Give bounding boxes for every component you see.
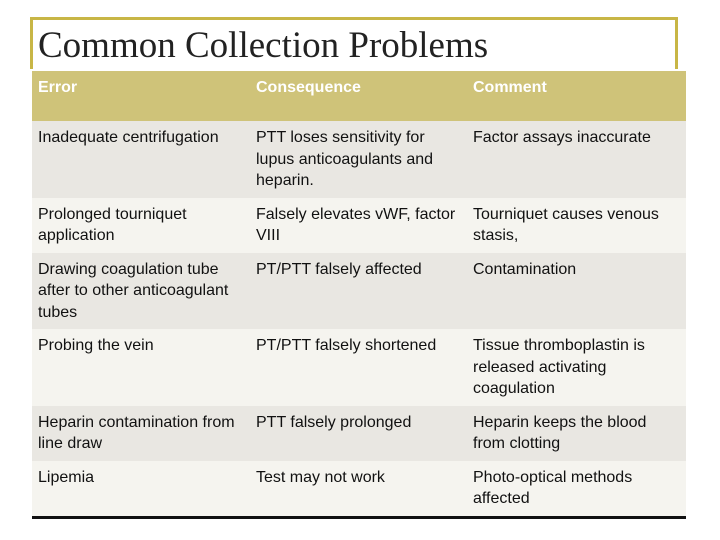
title-frame-left-rule <box>30 17 33 69</box>
table-row <box>32 406 686 461</box>
title-frame-top-rule <box>30 17 678 20</box>
table-row <box>32 121 686 198</box>
cell-consequence: Falsely elevates vWF, factor VIII <box>250 198 467 253</box>
cell-consequence: PT/PTT falsely affected <box>250 253 467 330</box>
cell-consequence: Test may not work <box>250 461 467 518</box>
header-error: Error <box>32 71 250 121</box>
cell-error: Probing the vein <box>32 329 250 406</box>
cell-comment: Photo-optical methods affected <box>467 461 686 518</box>
cell-comment: Factor assays inaccurate <box>467 121 686 198</box>
table-row <box>32 329 686 406</box>
header-comment: Comment <box>467 71 686 121</box>
cell-error: Lipemia <box>32 461 250 518</box>
problems-table <box>32 71 686 519</box>
title-frame-right-rule <box>675 17 678 69</box>
table-row <box>32 461 686 518</box>
cell-error: Heparin contamination from line draw <box>32 406 250 461</box>
cell-error: Prolonged tourniquet application <box>32 198 250 253</box>
table-header-row <box>32 71 686 121</box>
cell-consequence: PTT loses sensitivity for lupus anticoagulants and heparin. <box>250 121 467 198</box>
cell-comment: Tourniquet causes venous stasis, <box>467 198 686 253</box>
slide-title: Common Collection Problems <box>38 25 489 66</box>
table-row <box>32 198 686 253</box>
header-consequence: Consequence <box>250 71 467 121</box>
cell-error: Drawing coagulation tube after to other anticoagulant tubes <box>32 253 250 330</box>
cell-comment: Contamination <box>467 253 686 330</box>
table-row <box>32 253 686 330</box>
cell-consequence: PTT falsely prolonged <box>250 406 467 461</box>
cell-error: Inadequate centrifugation <box>32 121 250 198</box>
cell-comment: Heparin keeps the blood from clotting <box>467 406 686 461</box>
cell-consequence: PT/PTT falsely shortened <box>250 329 467 406</box>
cell-comment: Tissue thromboplastin is released activating coagulation <box>467 329 686 406</box>
